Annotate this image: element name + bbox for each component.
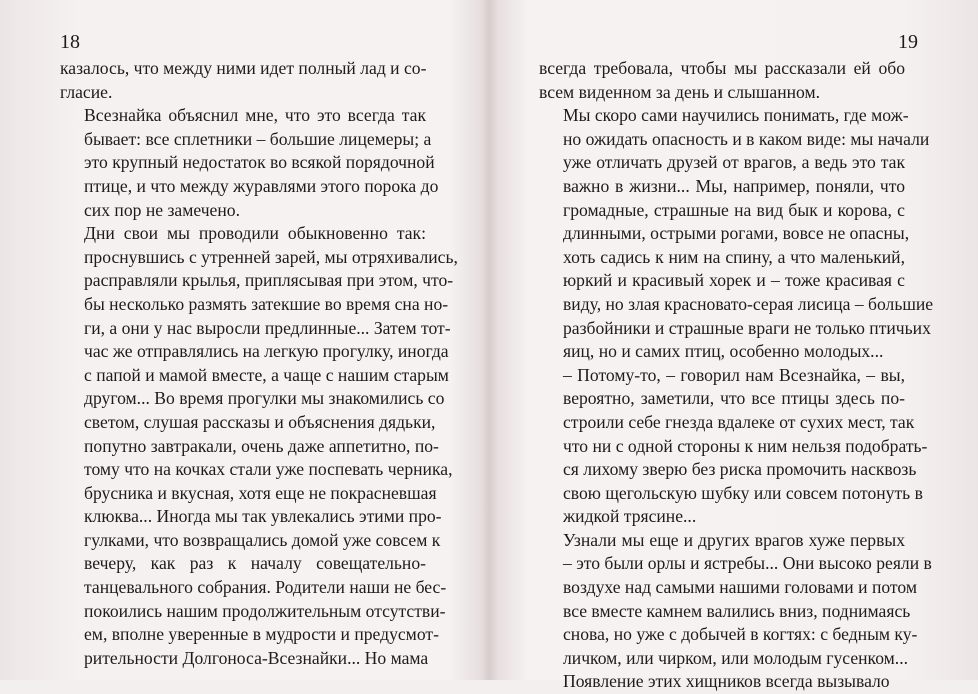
text-line: личком, или чирком, или молодым гусенком... <box>563 647 908 668</box>
text-line: всем виденном за день и слышанном. <box>539 81 821 102</box>
text-line: разбойники и страшные враги не только птичьих <box>563 317 931 338</box>
text-line: но ожидать опасность и в каком виде: мы начали <box>563 128 930 149</box>
paragraph <box>60 222 458 670</box>
text-line: снова, но уже с добычей в когтях: с бедным ку- <box>563 624 918 645</box>
left-page <box>0 0 489 680</box>
text-line: свою щегольскую шубку или совсем потонуть в <box>563 482 923 503</box>
text-line: сих пор не замечено. <box>84 199 240 220</box>
page-number-left: 18 <box>60 31 80 53</box>
text-line: Появление этих хищников всегда вызывало <box>563 671 890 692</box>
text-line: бывает: все сплетники – большие лицемеры; а <box>84 128 432 149</box>
text-line: покоились нашим продолжительным отсутстви- <box>84 600 446 621</box>
paragraph <box>539 57 905 104</box>
page-number-right: 19 <box>898 31 918 53</box>
text-line: птице, и что между журавлями этого порока до <box>84 175 439 196</box>
text-line: Всезнайка объяснил мне, что это всегда так <box>84 105 426 126</box>
text-line: казалось, что между ними идет полный лад и со- <box>60 58 427 78</box>
text-line: это крупный недостаток во всякой порядочной <box>84 152 435 173</box>
paragraph <box>539 104 934 364</box>
text-line: длинными, острыми рогами, вовсе не опасны, <box>563 223 910 244</box>
page-text-right <box>539 57 934 694</box>
text-line: жидкой трясине... <box>563 506 697 527</box>
text-line: Узнали мы еще и других врагов хуже первых <box>563 529 905 550</box>
text-line: другом... Во время прогулки мы знакомились со <box>84 388 445 409</box>
text-line: гулками, что возвращались домой уже совсем к <box>84 529 441 550</box>
page-text-left <box>60 57 458 670</box>
text-line: хоть садись к ним на спину, а что маленький, <box>563 246 905 267</box>
text-line: брусника и вкусная, хотя еще не покрасневшая <box>84 482 437 503</box>
paragraph <box>60 104 439 222</box>
right-page <box>489 0 978 692</box>
text-line: вечеру, как раз к началу совещательно- <box>84 553 426 574</box>
text-line: ги, а они у нас выросли предлинные... Затем тот- <box>84 317 451 338</box>
text-line: танцевального собрания. Родители наши не бес- <box>84 577 447 598</box>
text-line: светом, слушая рассказы и объяснения дядьки, <box>84 411 436 432</box>
paragraph <box>60 57 426 104</box>
text-line: строили себе гнезда вдалеке от сухих мест, так <box>563 411 915 432</box>
paragraph <box>539 529 932 694</box>
text-line: громадные, страшные на вид бык и корова, с <box>563 199 905 220</box>
text-line: уже отличать друзей от врагов, а ведь это так <box>563 152 905 173</box>
text-line: виду, но злая красновато-серая лисица – большие <box>563 293 934 314</box>
text-line: ся лихому зверю без риска промочить насквозь <box>563 459 917 480</box>
text-line: с папой и мамой вместе, а чаще с нашим старым <box>84 364 449 385</box>
text-line: воздухе над самыми нашими головами и потом <box>563 577 917 598</box>
text-line: Мы скоро сами научились понимать, где мож- <box>563 105 909 126</box>
text-line: всегда требовала, чтобы мы рассказали ей обо <box>539 58 905 78</box>
text-line: Дни свои мы проводили обыкновенно так: <box>84 223 426 244</box>
text-line: бы несколько размять затекшие во время сна но- <box>84 293 449 314</box>
text-line: важно в жизни... Мы, например, поняли, что <box>563 175 905 196</box>
text-line: юркий и красивый хорек и – тоже красивая с <box>563 270 905 291</box>
text-line: гласие. <box>60 81 113 102</box>
text-line: тому что на кочках стали уже поспевать черника, <box>84 459 453 480</box>
text-line: расправляли крылья, приплясывая при этом, что- <box>84 270 454 291</box>
text-line: попутно завтракали, очень даже аппетитно, по- <box>84 435 439 456</box>
text-line: клюква... Иногда мы так увлекались этими про- <box>84 506 442 527</box>
text-line: вероятно, заметили, что все птицы здесь по- <box>563 388 905 409</box>
text-line: проснувшись с утренней зарей, мы отряхивались, <box>84 246 458 267</box>
text-line: что ни с одной стороны к ним нельзя подобрать- <box>563 435 928 456</box>
text-line: – Потому-то, – говорил нам Всезнайка, – вы, <box>563 364 905 385</box>
paragraph <box>539 364 928 529</box>
text-line: яиц, но и самих птиц, особенно молодых... <box>563 341 884 362</box>
text-line: рительности Долгоноса-Всезнайки... Но мама <box>84 647 429 668</box>
text-line: все вместе камнем валились вниз, поднимаясь <box>563 600 911 621</box>
text-line: – это были орлы и ястребы... Они высоко реяли в <box>563 553 932 574</box>
text-line: ем, вполне уверенные в мудрости и предусмот- <box>84 624 439 645</box>
text-line: час же отправлялись на легкую прогулку, иногда <box>84 341 449 362</box>
